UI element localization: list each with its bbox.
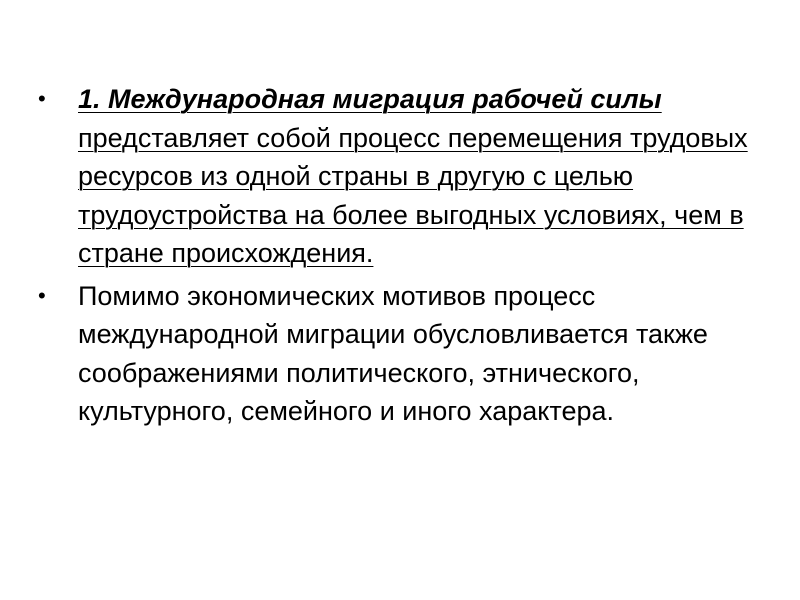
bullet-item-definition — [38, 80, 768, 273]
motives-text: Помимо экономических мотивов процесс международной миграции обусловливается также соображениями политического, этнического, культурного, семейного и иного характера. — [78, 280, 708, 426]
definition-text: представляет собой процесс перемещения трудовых ресурсов из одной страны в другую с целью трудоустройства на более выгодных условиях, чем в стране происхождения. — [78, 122, 748, 268]
definition-paragraph — [78, 84, 748, 268]
bullet-marker: • — [38, 86, 46, 111]
bullet-item-motives — [38, 277, 768, 431]
bullet-marker: • — [38, 282, 46, 308]
bullet-list — [38, 80, 768, 435]
definition-term: 1. Международная миграция рабочей силы — [78, 84, 662, 114]
